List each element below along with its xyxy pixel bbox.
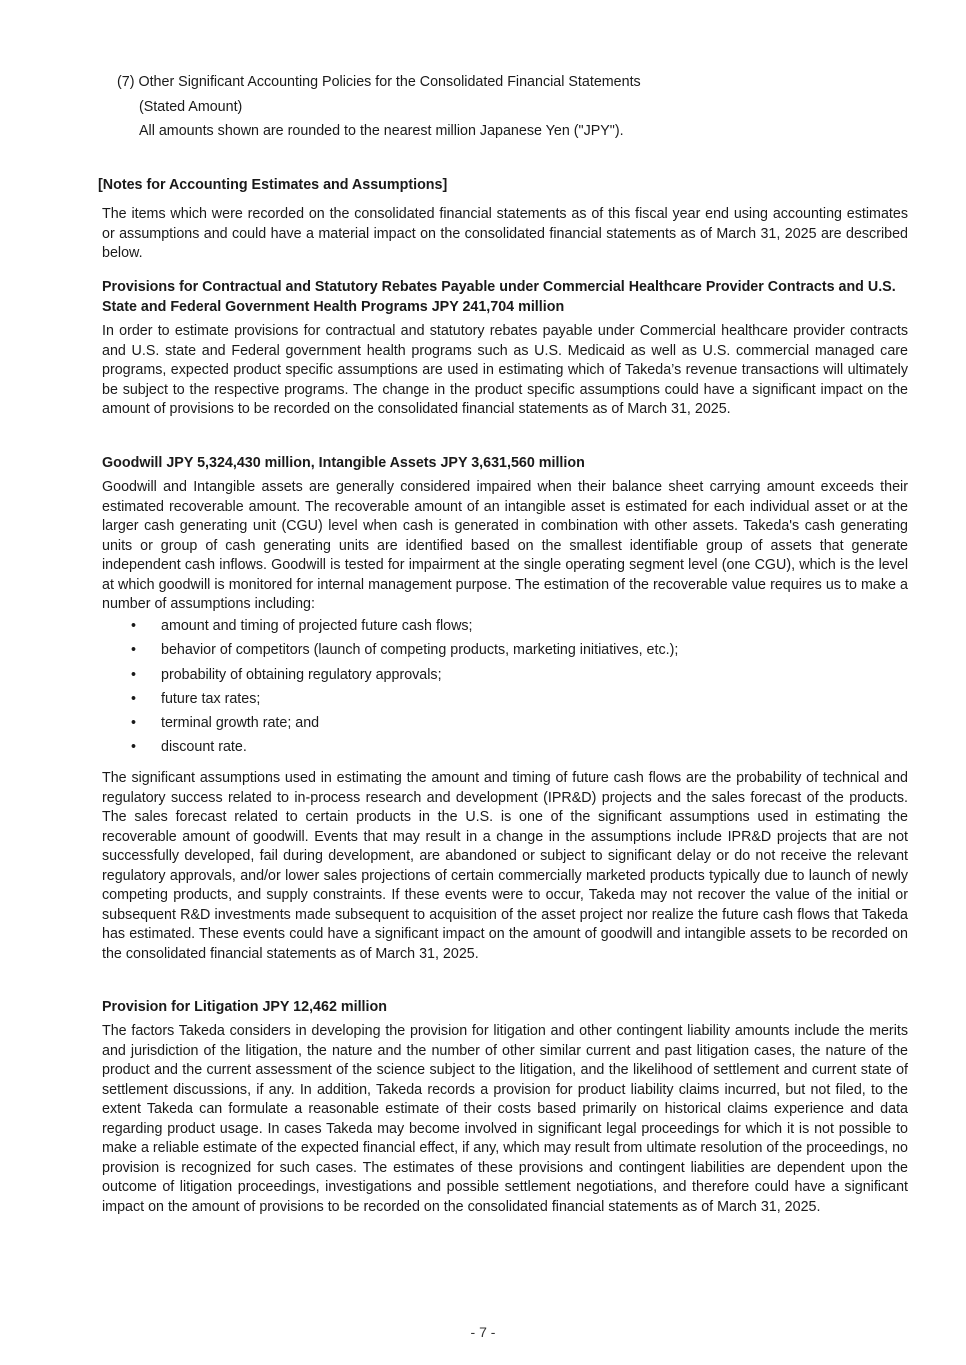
list-item bbox=[102, 641, 908, 665]
list-item bbox=[102, 617, 908, 641]
section-subtitle: (Stated Amount) bbox=[139, 99, 243, 115]
rebates-body: In order to estimate provisions for contractual and statutory rebates payable under Commercial healthcare provider contracts and U.S. state and Federal government health programs such as U.S. Medicaid as well as U.S. commercial managed care programs, expected product specific assumptions are used in estimating which of Takeda’s revenue transactions will ultimately be subject to the respective programs. The change in the product specific assumptions could have a significant impact on the amount of provisions to be recorded on the consolidated financial statements as of March 31, 2025. bbox=[102, 323, 908, 417]
bullet-icon: • bbox=[131, 739, 137, 756]
goodwill-heading: Goodwill JPY 5,324,430 million, Intangible Assets JPY 3,631,560 million bbox=[102, 455, 585, 471]
section-title: (7) Other Significant Accounting Policies for the Consolidated Financial Statements bbox=[117, 74, 641, 90]
bullet-icon: • bbox=[131, 666, 137, 683]
list-item bbox=[102, 666, 908, 690]
bullet-icon: • bbox=[131, 690, 137, 707]
bullet-icon: • bbox=[131, 715, 137, 732]
bullet-icon: • bbox=[131, 618, 137, 634]
section-text: All amounts shown are rounded to the nearest million Japanese Yen ("JPY"). bbox=[139, 123, 624, 139]
litigation-body: The factors Takeda considers in developing the provision for litigation and other contingent liability amounts include the merits and jurisdiction of the litigation, the nature and the number of other similar current and past litigation cases, the nature of the product and the current assessment of the science subject to the litigation, and the likelihood of settlement and current state of settlement discussions, if any. In addition, Takeda records a provision for product liability claims incurred, but not filed, to the extent Takeda can formulate a reasonable estimate of their costs based primarily on historical claims experience and data regarding product usage. In cases Takeda may become involved in significant legal proceedings for which it is not possible to make a reliable estimate of the expected financial effect, if any, which may result from ultimate resolution of the proceedings, no provision is recognized for such cases. The estimates of these provisions and contingent liabilities are dependent upon the outcome of litigation proceedings, investigations and possible settlement negotiations, and therefore could have a significant impact on the amount of provisions to be recorded on the consolidated financial statements as of March 31, 2025. bbox=[102, 1023, 908, 1215]
notes-heading: [Notes for Accounting Estimates and Assumptions] bbox=[98, 177, 448, 193]
list-item-text: amount and timing of projected future cash flows; bbox=[161, 618, 473, 634]
goodwill-body: Goodwill and Intangible assets are generally considered impaired when their balance sheet carrying amount exceeds their estimated recoverable amount. The recoverable amount of an intangible asset is estimated for each individual asset or at the larger cash generating unit (CGU) level when cash is generated in combination with other assets. Takeda's cash generating units or group of cash generating units are identified based on the smallest identifiable group of assets that generate independent cash inflows. Goodwill is tested for impairment at the single operating segment level (one CGU), which is the level at which goodwill is monitored for internal management purpose. The estimation of the recoverable value requires us to make a number of assumptions including: bbox=[102, 479, 908, 612]
page-number: - 7 - bbox=[470, 1324, 496, 1340]
list-item bbox=[102, 690, 908, 714]
bullet-icon: • bbox=[131, 642, 137, 659]
litigation-heading: Provision for Litigation JPY 12,462 million bbox=[102, 999, 387, 1015]
list-item bbox=[102, 738, 908, 762]
rebates-heading: Provisions for Contractual and Statutory Rebates Payable under Commercial Healthcare Provider Contracts and U.S. State and Federal Government Health Programs JPY 241,704 million bbox=[102, 279, 896, 315]
notes-intro: The items which were recorded on the consolidated financial statements as of this fiscal year end using accounting estimates or assumptions and could have a material impact on the consolidated financial statements as of March 31, 2025 are described below. bbox=[102, 206, 908, 261]
list-item-text: probability of obtaining regulatory approvals; bbox=[161, 666, 442, 683]
goodwill-assumptions-body: The significant assumptions used in estimating the amount and timing of future cash flows are the probability of technical and regulatory success related to in-process research and development (IPR&D) projects and the sales forecast of the products. The sales forecast related to certain products in the U.S. is one of the significant assumptions used in estimating the recoverable amount of goodwill. Events that may result in a change in the assumptions include IPR&D projects that are not successfully developed, fail during development, are abandoned or subject to significant delay or do not receive the relevant regulatory approvals, and/or lower sales projections of certain commercially marketed products typically due to launch of newly competing products, and supply constraints. If these events were to occur, Takeda may not recover the value of the initial or subsequent R&D investments made subsequent to acquisition of the asset project nor realize the future cash flows that Takeda has estimated. These events could have a significant impact on the amount of goodwill and intangible assets to be recorded on the consolidated financial statements as of March 31, 2025. bbox=[102, 770, 908, 962]
assumptions-list bbox=[102, 617, 908, 763]
list-item-text: future tax rates; bbox=[161, 690, 261, 707]
list-item bbox=[102, 714, 908, 738]
list-item-text: terminal growth rate; and bbox=[161, 715, 320, 732]
list-item-text: discount rate. bbox=[161, 739, 247, 756]
list-item-text: behavior of competitors (launch of competing products, marketing initiatives, etc.); bbox=[161, 642, 679, 659]
